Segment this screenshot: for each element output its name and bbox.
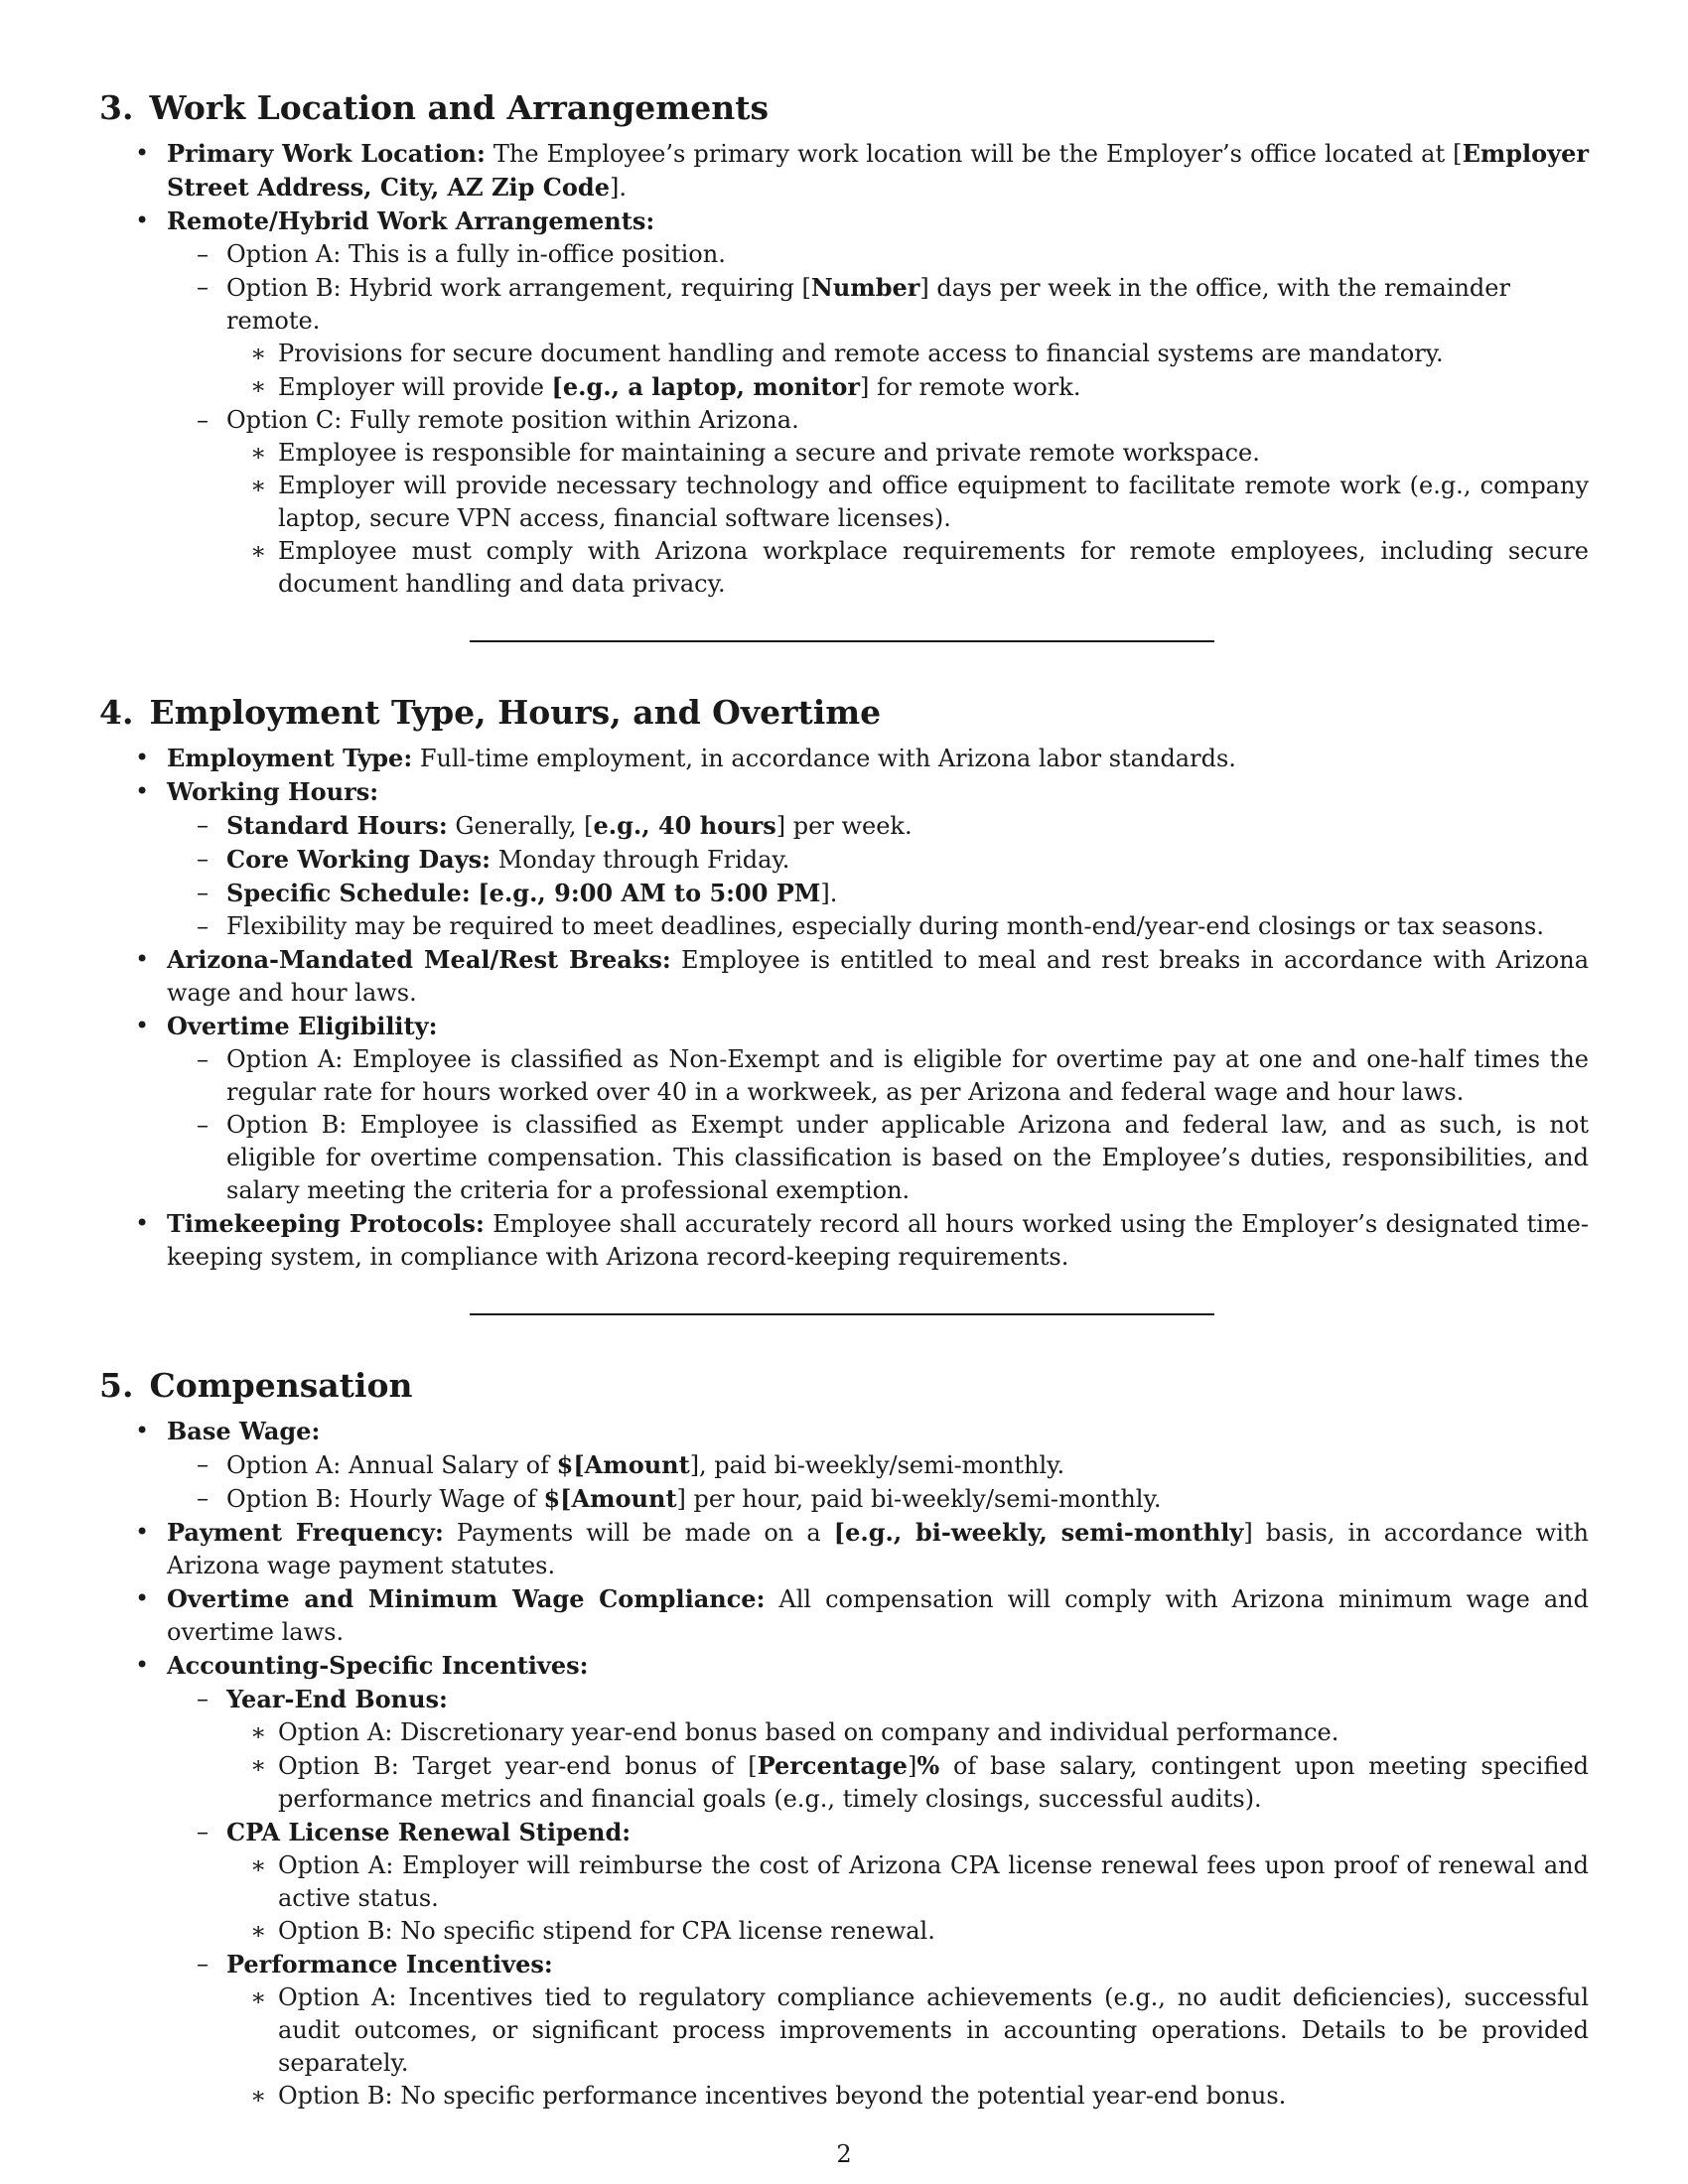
list-item: – Option A: Employee is classified as Non-Exempt and is eligible for overtime pay at one and one-half times the regular rate for hours worked over 40 in a workweek, as per Arizona and federal wage and hour laws. [226,1043,1589,1109]
list-item: • Timekeeping Protocols: Employee shall accurately record all hours worked using the Employer’s designated time-keeping system, in compliance with Arizona record-keeping requirements. [99,1207,1589,1274]
bullet-list [99,137,1589,601]
list-item: – Core Working Days: Monday through Friday. [226,843,1589,877]
list-item: • Remote/Hybrid Work Arrangements: – Option A: This is a fully in-office position. – Option B: Hybrid work arrangement, requiring [Number] days per week in the office, with the remainder remote. ∗ Provisions for secure document handling and remote access to financial systems are mandatory. ∗ Employer will provide [e.g., a laptop, monitor] for remote work. – Option C: Fully remote position within Arizona. ∗ Employee is responsible for maintaining a secure and private remote workspace. ∗ Employer will provide necessary technology and office equipment to facilitate remote work (e.g., company laptop, secure VPN access, financial software licenses). ∗ Employee must comply with Arizona workplace requirements for remote employees, including secure document handling and data privacy. [99,205,1589,601]
list-item: • Accounting-Specific Incentives: – Year-End Bonus: ∗ Option A: Discretionary year-end bonus based on company and individual performance. ∗ Option B: Target year-end bonus of [Percentage]% of base salary, contingent upon meeting specified performance metrics and financial goals (e.g., timely closings, successful audits). – CPA License Renewal Stipend: ∗ Option A: Employer will reimburse the cost of Arizona CPA license renewal fees upon proof of renewal and active status. ∗ Option B: No specific stipend for CPA license renewal. – Performance Incentives: ∗ Option A: Incentives tied to regulatory compliance achievements (e.g., no audit deficiencies), successful audit outcomes, or significant process improvements in accounting operations. Details to be provided separately. ∗ Option B: No specific performance incentives beyond the potential year-end bonus. [99,1649,1589,2113]
section-compensation [99,1365,1589,2113]
sub-sub-list [278,1981,1589,2113]
bullet-list [99,1415,1589,2113]
section-heading: 5. Compensation [99,1366,413,1405]
document-page [99,87,1589,2113]
list-item: ∗ Option B: No specific performance incentives beyond the potential year-end bonus. [278,2080,1589,2113]
list-item: – Option B: Hybrid work arrangement, requiring [Number] days per week in the office, with the remainder remote. ∗ Provisions for secure document handling and remote access to financial systems are mandatory. ∗ Employer will provide [e.g., a laptop, monitor] for remote work. [226,271,1589,404]
sub-sub-list [278,338,1589,404]
list-item: – Standard Hours: Generally, [e.g., 40 hours] per week. [226,809,1589,843]
list-item: – Option B: Employee is classified as Exempt under applicable Arizona and federal law, and as such, is not eligible for overtime compensation. This classification is based on the Employee’s duties, responsibilities, and salary meeting the criteria for a professional exemption. [226,1109,1589,1207]
list-item: ∗ Provisions for secure document handling and remote access to financial systems are mandatory. [278,338,1589,370]
list-item: ∗ Employer will provide [e.g., a laptop, monitor] for remote work. [278,370,1589,404]
list-item: – Option A: This is a fully in-office position. [226,238,1589,271]
list-item: • Employment Type: Full-time employment, in accordance with Arizona labor standards. [99,742,1589,775]
page-number: 2 [836,2140,852,2168]
sub-sub-list [278,1716,1589,1816]
section-employment-type [99,692,1589,1274]
list-item: – CPA License Renewal Stipend: ∗ Option A: Employer will reimburse the cost of Arizona CPA license renewal fees upon proof of renewal and active status. ∗ Option B: No specific stipend for CPA license renewal. [226,1816,1589,1948]
sub-list [226,238,1589,601]
list-item: • Overtime and Minimum Wage Compliance: All compensation will comply with Arizona minimum wage and overtime laws. [99,1582,1589,1649]
bullet-list [99,742,1589,1274]
section-work-location [99,87,1589,601]
list-item: – Option B: Hourly Wage of $[Amount] per hour, paid bi-weekly/semi-monthly. [226,1482,1589,1516]
list-item: ∗ Employee is responsible for maintaining a secure and private remote workspace. [278,437,1589,470]
list-item: – Specific Schedule: [e.g., 9:00 AM to 5:00 PM]. [226,877,1589,910]
list-item: – Option C: Fully remote position within Arizona. ∗ Employee is responsible for maintaining a secure and private remote workspace. ∗ Employer will provide necessary technology and office equipment to facilitate remote work (e.g., company laptop, secure VPN access, financial software licenses). ∗ Employee must comply with Arizona workplace requirements for remote employees, including secure document handling and data privacy. [226,404,1589,601]
list-item: • Primary Work Location: The Employee’s primary work location will be the Employer’s office located at [Employer Street Address, City, AZ Zip Code]. [99,137,1589,205]
list-item: • Working Hours: – Standard Hours: Generally, [e.g., 40 hours] per week. – Core Working Days: Monday through Friday. – Specific Schedule: [e.g., 9:00 AM to 5:00 PM]. – Flexibility may be required to meet deadlines, especially during month-end/year-end closings or tax seasons. [99,775,1589,943]
list-item: • Arizona-Mandated Meal/Rest Breaks: Employee is entitled to meal and rest breaks in accordance with Arizona wage and hour laws. [99,943,1589,1010]
horizontal-rule [470,1313,1214,1315]
list-item: • Payment Frequency: Payments will be made on a [e.g., bi-weekly, semi-monthly] basis, in accordance with Arizona wage payment statutes. [99,1516,1589,1582]
list-item: – Flexibility may be required to meet deadlines, especially during month-end/year-end closings or tax seasons. [226,910,1589,943]
list-item: ∗ Option A: Incentives tied to regulatory compliance achievements (e.g., no audit deficiencies), successful audit outcomes, or significant process improvements in accounting operations. Details to be provided separately. [278,1981,1589,2080]
list-item: – Option A: Annual Salary of $[Amount], paid bi-weekly/semi-monthly. [226,1448,1589,1482]
section-heading: 4. Employment Type, Hours, and Overtime [99,693,882,732]
horizontal-rule [470,640,1214,642]
sub-list [226,1043,1589,1207]
list-item: • Overtime Eligibility: – Option A: Employee is classified as Non-Exempt and is eligible for overtime pay at one and one-half times the regular rate for hours worked over 40 in a workweek, as per Arizona and federal wage and hour laws. – Option B: Employee is classified as Exempt under applicable Arizona and federal law, and as such, is not eligible for overtime compensation. This classification is based on the Employee’s duties, responsibilities, and salary meeting the criteria for a professional exemption. [99,1010,1589,1207]
list-item: – Performance Incentives: ∗ Option A: Incentives tied to regulatory compliance achievements (e.g., no audit deficiencies), successful audit outcomes, or significant process improvements in accounting operations. Details to be provided separately. ∗ Option B: No specific performance incentives beyond the potential year-end bonus. [226,1948,1589,2113]
sub-list [226,1683,1589,2113]
list-item: ∗ Option A: Discretionary year-end bonus based on company and individual performance. [278,1716,1589,1749]
section-heading: 3. Work Location and Arrangements [99,88,770,127]
list-item: ∗ Option B: No specific stipend for CPA license renewal. [278,1915,1589,1948]
sub-list [226,809,1589,943]
list-item: – Year-End Bonus: ∗ Option A: Discretionary year-end bonus based on company and individual performance. ∗ Option B: Target year-end bonus of [Percentage]% of base salary, contingent upon meeting specified performance metrics and financial goals (e.g., timely closings, successful audits). [226,1683,1589,1816]
list-item: • Base Wage: – Option A: Annual Salary of $[Amount], paid bi-weekly/semi-monthly. – Option B: Hourly Wage of $[Amount] per hour, paid bi-weekly/semi-monthly. [99,1415,1589,1516]
list-item: ∗ Option B: Target year-end bonus of [Percentage]% of base salary, contingent upon meeting specified performance metrics and financial goals (e.g., timely closings, successful audits). [278,1749,1589,1816]
list-item: ∗ Employee must comply with Arizona workplace requirements for remote employees, including secure document handling and data privacy. [278,535,1589,601]
list-item: ∗ Employer will provide necessary technology and office equipment to facilitate remote work (e.g., company laptop, secure VPN access, financial software licenses). [278,470,1589,535]
sub-list [226,1448,1589,1516]
sub-sub-list [278,1849,1589,1948]
list-item: ∗ Option A: Employer will reimburse the cost of Arizona CPA license renewal fees upon proof of renewal and active status. [278,1849,1589,1915]
sub-sub-list [278,437,1589,601]
